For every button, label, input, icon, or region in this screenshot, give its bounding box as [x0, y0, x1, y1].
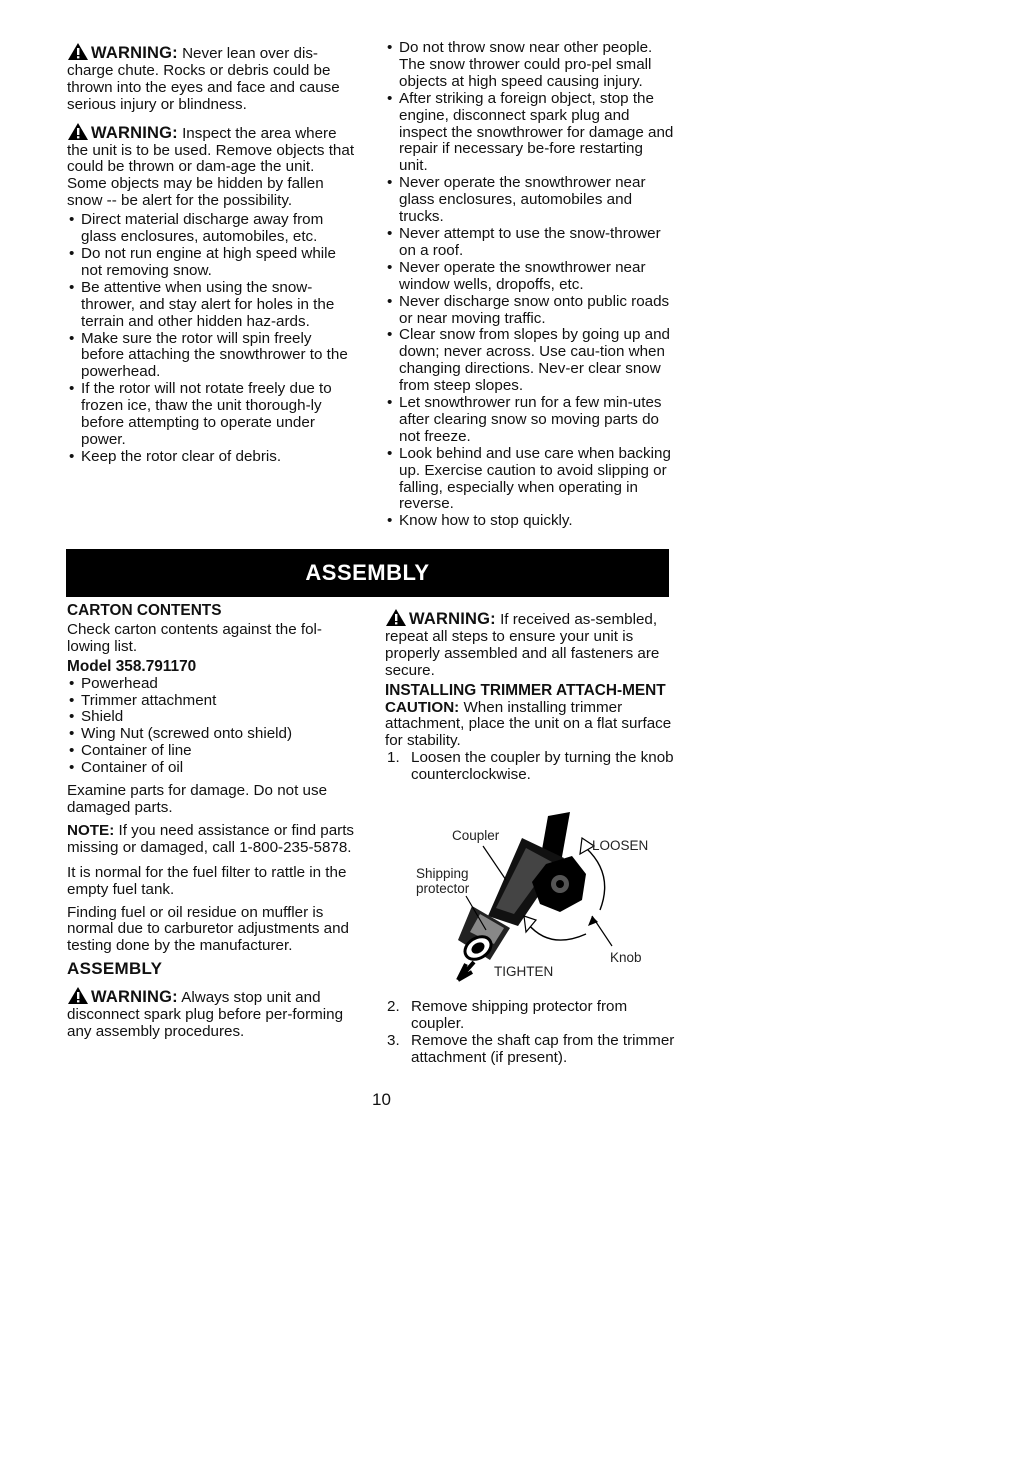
list-item: • Direct material discharge away from glass enclosures, automobiles, etc.: [67, 212, 357, 246]
list-item: • Container of line: [67, 743, 357, 760]
tighten-label: TIGHTEN: [494, 964, 554, 979]
warning-received-assembled: [385, 608, 675, 680]
snow-safety-list-continued: [385, 40, 675, 530]
list-item: • Keep the rotor clear of debris.: [67, 449, 357, 466]
warning-triangle-icon: [67, 122, 89, 141]
right-top-column: [385, 40, 675, 530]
note-text: If you need assistance or find parts missing or damaged, call 1-800-235-5878.: [67, 821, 355, 856]
list-item: • Never discharge snow onto public roads or near moving traffic.: [385, 294, 675, 328]
note-label: NOTE:: [67, 821, 115, 839]
list-item: • Do not run engine at high speed while not removing snow.: [67, 246, 357, 280]
left-bottom-column: [67, 603, 357, 1047]
carton-contents-list: [67, 676, 357, 777]
examine-parts: Examine parts for damage. Do not use damaged parts.: [67, 782, 328, 816]
warning-text: Never lean over dis-charge chute. Rocks or debris could be thrown into the eyes and face and cause serious injury or blindness.: [67, 45, 340, 113]
shipping-label: Shipping: [416, 866, 469, 881]
list-item: • Never operate the snowthrower near window wells, dropoffs, etc.: [385, 260, 675, 294]
step-item: [385, 750, 675, 784]
warning-label: WARNING:: [91, 123, 178, 142]
step-number: 2.: [387, 998, 400, 1015]
carton-contents-heading: CARTON CONTENTS: [67, 602, 222, 619]
fuel-filter-note: It is normal for the fuel filter to rattle in the empty fuel tank.: [67, 863, 347, 898]
note-assistance: [67, 823, 357, 857]
warning-label: WARNING:: [409, 610, 496, 628]
list-item: • Powerhead: [67, 676, 357, 693]
warning-triangle-icon: [385, 608, 407, 627]
list-item: • Container of oil: [67, 760, 357, 777]
warning-inspect-area: [67, 122, 357, 211]
residue-note: Finding fuel or oil residue on muffler is normal due to carburetor adjustments and testing done by the manufacturer.: [67, 903, 349, 955]
warning-stop-unit: [67, 986, 357, 1041]
list-item: • Do not throw snow near other people. The snow thrower could pro-pel small objects at high speed causing injury.: [385, 40, 675, 91]
right-bottom-steps: [385, 999, 675, 1067]
caution-flat-surface: [385, 700, 675, 751]
right-bottom-column: [385, 608, 675, 784]
left-top-column: [67, 42, 357, 466]
list-item: • Shield: [67, 709, 357, 726]
step-text: Remove the shaft cap from the trimmer attachment (if present).: [411, 1031, 675, 1066]
warning-label: WARNING:: [91, 44, 178, 62]
list-item: • Clear snow from slopes by going up and down; never across. Use cau-tion when changing directions. Nev-er clear snow from steep slopes.: [385, 327, 675, 395]
warning-label: WARNING:: [91, 988, 178, 1007]
knob-label: Knob: [610, 950, 642, 965]
step-item: [385, 999, 675, 1033]
loosen-label: LOOSEN: [592, 838, 649, 853]
protector-label: protector: [416, 881, 470, 896]
assembly-heading: ASSEMBLY: [67, 959, 163, 979]
warning-lean-chute: [67, 42, 357, 114]
list-item: • Know how to stop quickly.: [385, 513, 675, 530]
warning-text: If received as-sembled, repeat all steps to ensure your unit is properly assembled and all fasteners are secure.: [385, 611, 660, 679]
list-item: • Let snowthrower run for a few min-utes after clearing snow so moving parts do not freeze.: [385, 395, 675, 446]
list-item: • Wing Nut (screwed onto shield): [67, 726, 357, 743]
snow-safety-list: [67, 212, 357, 466]
step-number: 3.: [387, 1031, 400, 1049]
list-item: • After striking a foreign object, stop the engine, disconnect spark plug and inspect the snowthrower for damage and repair if necessary be-fore restarting unit.: [385, 91, 675, 176]
list-item: • Never attempt to use the snow-thrower on a roof.: [385, 226, 675, 260]
warning-text: Always stop unit and disconnect spark plug before per-forming any assembly procedures.: [67, 989, 344, 1040]
carton-intro: Check carton contents against the fol-lowing list.: [67, 620, 322, 655]
coupler-label: Coupler: [452, 828, 500, 843]
caution-label: CAUTION:: [385, 698, 460, 716]
installing-trimmer-heading: INSTALLING TRIMMER ATTACH-MENT: [385, 681, 666, 699]
caution-text: When installing trimmer attachment, place the unit on a flat surface for stability.: [385, 698, 672, 750]
install-steps-a: [385, 750, 675, 784]
step-number: 1.: [387, 749, 400, 767]
list-item: • Never operate the snowthrower near glass enclosures, automobiles and trucks.: [385, 175, 675, 226]
list-item: • If the rotor will not rotate freely due to frozen ice, thaw the unit thorough-ly before attempting to operate under power.: [67, 381, 357, 449]
list-item: • Make sure the rotor will spin freely before attaching the snowthrower to the powerhead.: [67, 331, 357, 382]
page-number: 10: [372, 1090, 391, 1109]
list-item: • Be attentive when using the snow-thrower, and stay alert for holes in the terrain and other hidden haz-ards.: [67, 280, 357, 331]
step-text: Loosen the coupler by turning the knob counterclockwise.: [411, 749, 674, 784]
warning-text: Inspect the area where the unit is to be used. Remove objects that could be thrown or dam-age the unit. Some objects may be hidden by fallen snow -- be alert for the possibility.: [67, 124, 355, 210]
step-item: [385, 1033, 675, 1067]
step-text: Remove shipping protector from coupler.: [411, 998, 628, 1032]
assembly-banner: ASSEMBLY: [66, 549, 669, 597]
warning-triangle-icon: [67, 42, 89, 61]
coupler-figure: [400, 808, 670, 988]
install-steps-b: [385, 999, 675, 1067]
warning-triangle-icon: [67, 986, 89, 1005]
model-number: Model 358.791170: [67, 657, 197, 675]
list-item: • Trimmer attachment: [67, 693, 357, 710]
list-item: • Look behind and use care when backing up. Exercise caution to avoid slipping or falling, especially when operating in reverse.: [385, 446, 675, 514]
